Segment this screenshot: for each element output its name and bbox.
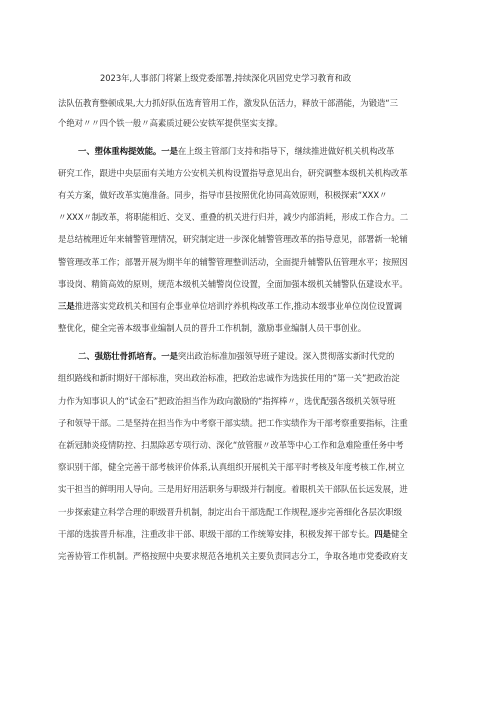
bold-text-run: 三是 <box>58 301 75 311</box>
text-line <box>58 211 446 223</box>
text-line <box>58 117 446 129</box>
text-line <box>58 372 446 384</box>
text-run: 整优化，健全完善本级事业编制人员的晋升工作机制，激励事业编制人员干事创业。 <box>58 323 367 333</box>
text-run: 突出政治标准加强领导班子建设。深入贯彻落实新时代党的 <box>177 351 395 361</box>
bold-text-run: 四是 <box>374 529 392 539</box>
text-run: 健全 <box>391 529 408 539</box>
text-line <box>58 189 446 201</box>
bold-text-run: 一是 <box>161 351 178 361</box>
text-line <box>58 300 446 312</box>
text-line <box>58 395 446 407</box>
text-run: 法队伍教育整顿成果,大力抓好队伍选育管用工作，激发队伍活力，释放干部潜能，为锻造“三 <box>58 98 398 108</box>
text-line <box>78 350 446 362</box>
text-line <box>58 322 446 334</box>
text-line <box>58 278 446 290</box>
text-run: 在上级主管部门支持和指导下，继续推进做好机关机构改革 <box>177 146 395 156</box>
text-line <box>58 256 446 268</box>
text-run: 推进落实党政机关和国有企事业单位培训疗养机构改革工作,推动本级事业单位岗位设置调 <box>74 301 402 311</box>
text-run: 有关方案，做好改革实施准备。同步，指导市县按照优化协同高效原则，积极探索“XXX〃 <box>58 190 388 200</box>
text-run: 干部的选拔晋升标准，注重改非干部、职级干部的工作统筹安排，积极发挥干部专长。 <box>58 529 375 539</box>
text-run: 力作为知事识人的“试金石”把政治担当作为政向激励的“指挥棒〃，选优配强各级机关领导班 <box>58 396 396 406</box>
text-run: 2023年,人事部门将紧上级党委部署,持续深化巩固党史学习教育和政 <box>100 73 352 83</box>
text-run: 在新冠肺炎疫情防控、扫黑除恶专项行动、深化“放管服〃改革等中心工作和急难险重任务中考 <box>58 440 404 450</box>
text-line <box>58 528 446 540</box>
bold-text-run: 二、强筋壮骨抓培育。 <box>78 351 162 361</box>
text-line <box>58 461 446 473</box>
text-line <box>58 417 446 429</box>
text-run: 个绝对〃〃四个铁一般〃高素质过硬公安铁军提供坚实支撑。 <box>58 118 283 128</box>
text-line <box>100 72 446 84</box>
text-run: 一步探索建立科学合理的职级晋升机制，制定出台干部选配工作规程,逐步完善细化各层次职级 <box>58 507 402 517</box>
text-run: 研究工作，跟进中央层面有关地方公安机关机构设置指导意见出台，研究调整本级机关机构改革 <box>58 168 408 178</box>
text-run: 〃XXX〃制改革，将职能相近、交叉、重叠的机关进行归并，减少内部消耗，形成工作合力。二 <box>58 212 409 222</box>
bold-text-run: 一是 <box>161 146 178 156</box>
text-run: 察识别干部，健全完善干部考核评价体系,认真组织开展机关干部平时考核及年度考核工作,树立 <box>58 462 405 472</box>
text-line <box>58 97 446 109</box>
text-line <box>58 167 446 179</box>
text-run: 实干担当的鲜明用人导向。三是用好用活职务与职级并行制度。着眼机关干部队伍长远发展，进 <box>58 484 408 494</box>
text-line <box>58 506 446 518</box>
text-run: 警管理改革工作；部署开展为期半年的辅警管理整训活动，全面提升辅警队伍管理水平；按照因 <box>58 257 408 267</box>
text-run: 是总结梳理近年来辅警管理情况，研究制定进一步深化辅警管理改革的指导意见，部署新一轮辅 <box>58 234 408 244</box>
text-line <box>58 233 446 245</box>
text-line <box>58 550 446 562</box>
text-run: 组织路线和新时期好干部标准，突出政治标准，把政治忠诚作为选拔任用的“第一关”把政治淀 <box>58 373 400 383</box>
text-line <box>58 439 446 451</box>
text-run: 事设岗、精简高效的原则，规范本级机关辅警岗位设置，全面加强本级机关辅警队伍建设水平。 <box>58 279 408 289</box>
text-run: 完善协管工作机制。严格按照中央要求规范各地机关主要负责同志分工，争取各地市党委政府支 <box>58 551 408 561</box>
text-line <box>58 483 446 495</box>
text-line <box>78 145 446 157</box>
text-run: 子和领导干部。二是坚持在担当作为中考察干部实绩。把工作实绩作为干部考察重要指标，注重 <box>58 418 408 428</box>
bold-text-run: 一、塑体重构提效能。 <box>78 146 162 156</box>
